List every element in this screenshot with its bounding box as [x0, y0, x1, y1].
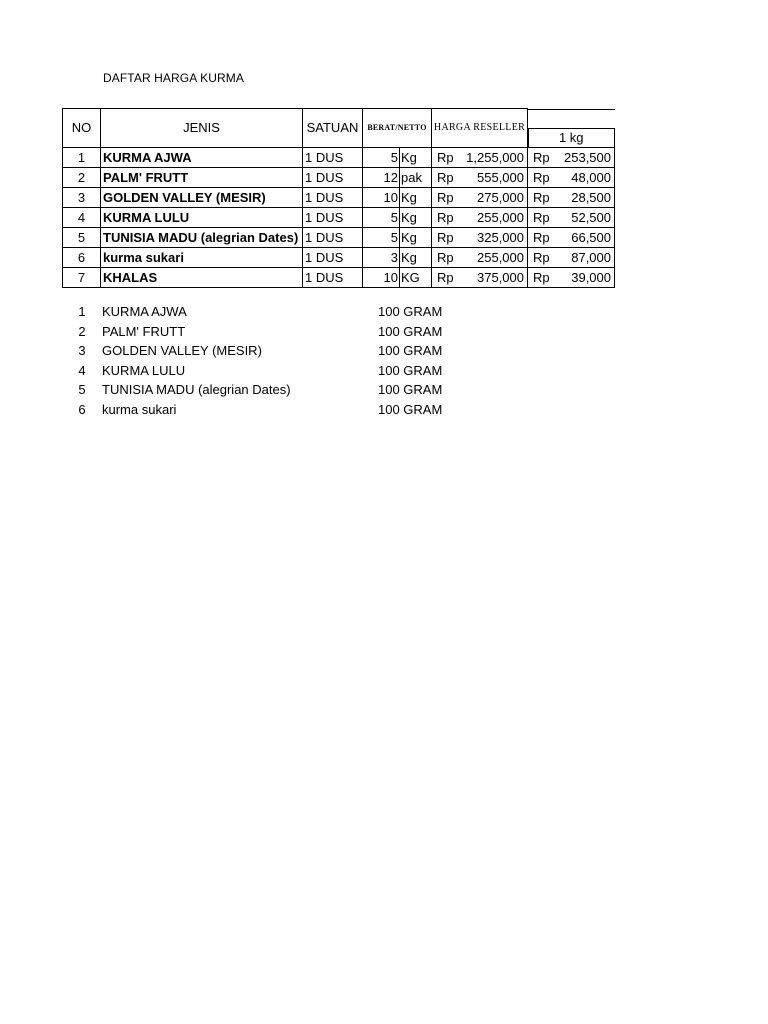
row-rp-reseller: Rp — [432, 248, 464, 268]
row-unit: KG — [400, 268, 432, 288]
list-item — [62, 322, 462, 342]
row-unit: Kg — [400, 208, 432, 228]
row-satuan: 1 DUS — [303, 208, 363, 228]
row-jenis: PALM' FRUTT — [101, 168, 303, 188]
list-item-no: 1 — [78, 304, 86, 319]
table-row — [63, 208, 615, 228]
list-item-no: 5 — [78, 382, 86, 397]
row-rp-per-kg: Rp — [528, 228, 558, 248]
list-item-no: 3 — [78, 343, 86, 358]
row-rp-reseller: Rp — [432, 228, 464, 248]
list-item-qty: 100 GRAM — [378, 382, 443, 397]
list-item — [62, 302, 462, 322]
header-no: NO — [63, 109, 101, 148]
row-satuan: 1 DUS — [303, 168, 363, 188]
row-satuan: 1 DUS — [303, 228, 363, 248]
table-row — [63, 268, 615, 288]
list-item-qty: 100 GRAM — [378, 343, 443, 358]
row-satuan: 1 DUS — [303, 248, 363, 268]
row-rp-per-kg: Rp — [528, 248, 558, 268]
row-reseller-price: 275,000 — [464, 188, 528, 208]
page-title: DAFTAR HARGA KURMA — [103, 71, 244, 85]
row-per-kg-price: 52,500 — [558, 208, 615, 228]
row-rp-reseller: Rp — [432, 148, 464, 168]
header-jenis: JENIS — [101, 109, 303, 148]
row-no: 1 — [63, 148, 101, 168]
sample-list — [62, 302, 462, 419]
row-berat: 10 — [363, 268, 400, 288]
header-reseller: HARGA RESELLER — [432, 109, 528, 148]
row-jenis: KHALAS — [101, 268, 303, 288]
row-no: 4 — [63, 208, 101, 228]
table-row — [63, 188, 615, 208]
row-reseller-price: 255,000 — [464, 248, 528, 268]
list-item — [62, 361, 462, 381]
table-row — [63, 228, 615, 248]
list-item-qty: 100 GRAM — [378, 362, 443, 378]
row-unit: Kg — [400, 188, 432, 208]
row-no: 2 — [63, 168, 101, 188]
row-per-kg-price: 253,500 — [558, 148, 615, 168]
header-per-kg-group — [528, 109, 615, 148]
row-rp-reseller: Rp — [432, 168, 464, 188]
list-item-name: KURMA AJWA — [102, 304, 187, 319]
row-rp-per-kg: Rp — [528, 188, 558, 208]
row-reseller-price: 375,000 — [464, 268, 528, 288]
row-rp-per-kg: Rp — [528, 168, 558, 188]
row-reseller-price: 1,255,000 — [464, 148, 528, 168]
row-jenis: KURMA AJWA — [101, 148, 303, 168]
table-header-row — [63, 109, 615, 148]
row-rp-per-kg: Rp — [528, 268, 558, 288]
list-item-no: 6 — [78, 401, 86, 417]
list-item — [62, 400, 462, 420]
header-berat: BERAT/NETTO — [363, 109, 432, 148]
row-no: 7 — [63, 268, 101, 288]
list-item-name: KURMA LULU — [102, 362, 186, 378]
row-rp-reseller: Rp — [432, 268, 464, 288]
list-item-qty: 100 GRAM — [378, 304, 443, 319]
price-table — [62, 108, 615, 288]
list-item-name: kurma sukari — [102, 401, 177, 417]
header-satuan: SATUAN — [303, 109, 363, 148]
row-per-kg-price: 39,000 — [558, 268, 615, 288]
row-jenis: KURMA LULU — [101, 208, 303, 228]
table-row — [63, 168, 615, 188]
row-no: 6 — [63, 248, 101, 268]
list-item-name: GOLDEN VALLEY (MESIR) — [102, 343, 262, 358]
row-unit: Kg — [400, 148, 432, 168]
row-rp-per-kg: Rp — [528, 208, 558, 228]
row-rp-reseller: Rp — [432, 208, 464, 228]
row-reseller-price: 255,000 — [464, 208, 528, 228]
row-no: 3 — [63, 188, 101, 208]
row-satuan: 1 DUS — [303, 268, 363, 288]
row-unit: Kg — [400, 248, 432, 268]
row-berat: 5 — [363, 228, 400, 248]
row-jenis: kurma sukari — [101, 248, 303, 268]
row-berat: 5 — [363, 208, 400, 228]
list-item-name: PALM' FRUTT — [102, 323, 186, 339]
row-per-kg-price: 87,000 — [558, 248, 615, 268]
list-item-no: 2 — [78, 323, 86, 339]
row-no: 5 — [63, 228, 101, 248]
row-reseller-price: 325,000 — [464, 228, 528, 248]
row-unit: pak — [400, 168, 432, 188]
header-per-kg: 1 kg — [528, 128, 615, 147]
row-rp-per-kg: Rp — [528, 148, 558, 168]
row-jenis: TUNISIA MADU (alegrian Dates) — [101, 228, 303, 248]
row-satuan: 1 DUS — [303, 188, 363, 208]
row-berat: 3 — [363, 248, 400, 268]
table-row — [63, 148, 615, 168]
row-unit: Kg — [400, 228, 432, 248]
row-berat: 10 — [363, 188, 400, 208]
row-satuan: 1 DUS — [303, 148, 363, 168]
row-berat: 5 — [363, 148, 400, 168]
list-item-no: 4 — [78, 362, 86, 378]
list-item-qty: 100 GRAM — [378, 401, 443, 417]
list-item-name: TUNISIA MADU (alegrian Dates) — [102, 382, 291, 397]
row-per-kg-price: 28,500 — [558, 188, 615, 208]
table-row — [63, 248, 615, 268]
row-jenis: GOLDEN VALLEY (MESIR) — [101, 188, 303, 208]
list-item-qty: 100 GRAM — [378, 323, 443, 339]
list-item — [62, 380, 462, 400]
row-berat: 12 — [363, 168, 400, 188]
list-item — [62, 341, 462, 361]
row-reseller-price: 555,000 — [464, 168, 528, 188]
row-per-kg-price: 66,500 — [558, 228, 615, 248]
row-rp-reseller: Rp — [432, 188, 464, 208]
row-per-kg-price: 48,000 — [558, 168, 615, 188]
